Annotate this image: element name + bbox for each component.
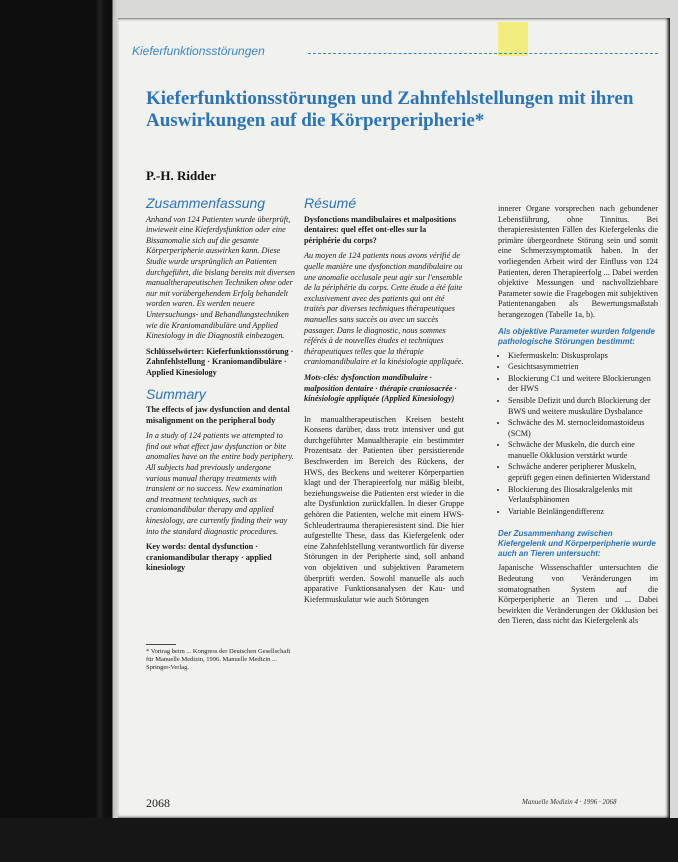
body-text-3: Japanische Wissenschaftler untersuchten die Bedeutung von Veränderungen im stomatognathen System auf die Körperperipherie an Tieren und ... Dabei bewirkten die Veränderungen der Okklusion bei den Tieren, dass nicht das Kiefergelenk als [498,563,658,626]
abstract-english: In a study of 124 patients we attempted to find out what effect jaw dysfunction or bite anomalies have on the entire body periphery. All subjects had previously undergone various manual therapy treatments with transient or no success. New examination and treatment techniques, such as craniomandibular therapy and applied kinesiology, are currently finding their way into the standard diagnostic procedures. [146,431,294,536]
list-item: • Schwäche des M. sternocleidomastoideus (SCM) [508,418,658,439]
column-1 [146,195,296,677]
list-item: • Blockierung C1 und weitere Blockierungen der HWS [508,374,658,395]
abstract-german: Anhand von 124 Patienten wurde überprüft, inwieweit eine Kieferdysfunktion oder eine Bissanomalie sich auf die gesamte Körperperipherie auswirken kann. Diese Studie wurde ursprünglich an Patienten durchgeführt, die bislang bereits mit diversen manualtherapeutischen Techniken ohne oder nur mit vorübergehendem Erfolg behandelt worden waren. Es werden neuere Untersuchungs- und Behandlungstechniken wie die Kraniomandibuläre und Applied Kinesiology in die Diagnostik einbezogen. [146,214,296,341]
list-item: • Variable Beinlängendifferenz [508,507,658,518]
list-item: • Gesichtsasymmetrien [508,362,658,373]
list-item: • Kiefermuskeln: Diskusprolaps [508,351,658,362]
body-text-1: In manualtherapeutischen Kreisen besteht Konsens darüber, dass trotz intensiver und gut durchgeführter Manualtherapie ein bestimmter Prozentsatz der Patienten über persistierende Beschwerden im Bereich des Rückens, der HWS, des Beckens und weiterer Körperpartien klagt und der Therapieerfolg nur mäßig bleibt, beziehungsweise die Patienten erst wieder in die alte Dysfunktion zurückfallen. In dieser Gruppe gehören die Patienten, welche mit einem HWS-Schleudertrauma therapieresistent sind. Die hier aufgestellte These, dass das Kiefergelenk oder eine Zahnfehlstellung verantwortlich für diverse Störungen in der Peripherie sind, soll anhand von objektiven und subjektiven Parametern überprüft werden. Sowohl manuelle als auch apparative Funktionsanalysen der Kau- und Kiefermuskulatur wie auch Störungen [304,414,464,604]
parameter-list [498,351,658,518]
article-title: Kieferfunktionsstörungen und Zahnfehlstellungen mit ihren Auswirkungen auf die Körperperipherie* [146,88,634,131]
list-item: • Sensible Defizit und durch Blockierung der BWS und weitere muskuläre Dysbalance [508,396,658,417]
article-author: P.-H. Ridder [146,168,216,183]
heading-summary: Summary [146,385,206,402]
heading-resume: Résumé [304,195,357,211]
column-2 [304,195,464,610]
footnote-rule [146,644,176,645]
keywords-french: Mots-clés: dysfonction mandibulaire · malposition dentaire · thérapie craniosacrée · kinésiologie appliquée (Applied Kinesiology) [304,372,457,404]
animal-study-box-title: Der Zusammenhang zwischen Kiefergelenk und Körperperipherie wurde auch an Tieren untersucht: [498,529,656,559]
list-item: • Schwäche anderer peripherer Muskeln, geprüft gegen einen definierten Widerstand [508,462,658,483]
keywords-german: Schlüsselwörter: Kieferfunktionsstörung · Zahnfehlstellung · Kraniomandibuläre · Applied Kinesiology [146,346,294,377]
resume-title: Dysfonctions mandibulaires et malpositions dentaires: quel effet ont-elles sur la périphérie du corps? [304,214,457,245]
parameter-box-title: Als objektive Parameter wurden folgende pathologische Störungen bestimmt: [498,326,655,346]
journal-citation: Manuelle Medizin 4 · 1996 · 2068 [522,798,617,806]
summary-title: The effects of jaw dysfunction and dental misalignment on the peripheral body [146,405,290,425]
journal-page [118,18,670,818]
keywords-english: Key words: dental dysfunction · craniomandibular therapy · applied kinesiology [146,542,272,573]
heading-zusammenfassung: Zusammenfassung [146,195,266,211]
running-title: Kieferfunktionsstörungen [132,44,265,58]
list-item: • Schwäche der Muskeln, die durch eine manuelle Okklusion verstärkt wurde [508,440,658,461]
page-number: 2068 [146,796,170,810]
running-title-rule [308,53,658,54]
abstract-french: Au moyen de 124 patients nous avons vérifié de quelle manière une dysfonction mandibulaire ou une anomalie occlusale peut agir sur l'ensemble de la périphérie du corps. Cette étude a été faite exclusivement avec des patients qui ont été traités par diverses techniques thérapeutiques manuelles sans succès ou avec un succès passager. Dans le diagnostic, nous sommes référés à de nouvelles études et techniques thérapeutiques telles que la thérapie craniomandibulaire et la kinésiologie appliquée. [304,251,464,367]
sticky-note [498,22,528,56]
column-3 [498,204,658,632]
list-item: • Blockierung des Iliosakralgelenks mit Verlaufsphänomen [508,485,658,506]
body-text-2: innerer Organe vorsprechen nach gebundener Lebensführung, ohne Tinnitus. Bei therapieresistenten Fällen des Kiefergelenks die primäre übergeordnete Störung sein und somit eine Schmerzsymptomatik haben. In der vorliegenden Arbeit wird der Einfluss von 124 Patienten, deren Therapieerfolg ... Dabei werden objektive Messungen und nachvollziehbare Parameter sowie die Fragebogen mit subjektiven Patientenangaben als Bewertungsmaßstab herangezogen (Tabelle 1a, b). [498,204,658,319]
scan-bottom-edge [0,818,678,862]
footnote: * Vortrag beim ... Kongress der Deutschen Gesellschaft für Manuelle Medizin, 1996. Manuelle Medizin ... Springer-Verlag. [146,648,291,671]
